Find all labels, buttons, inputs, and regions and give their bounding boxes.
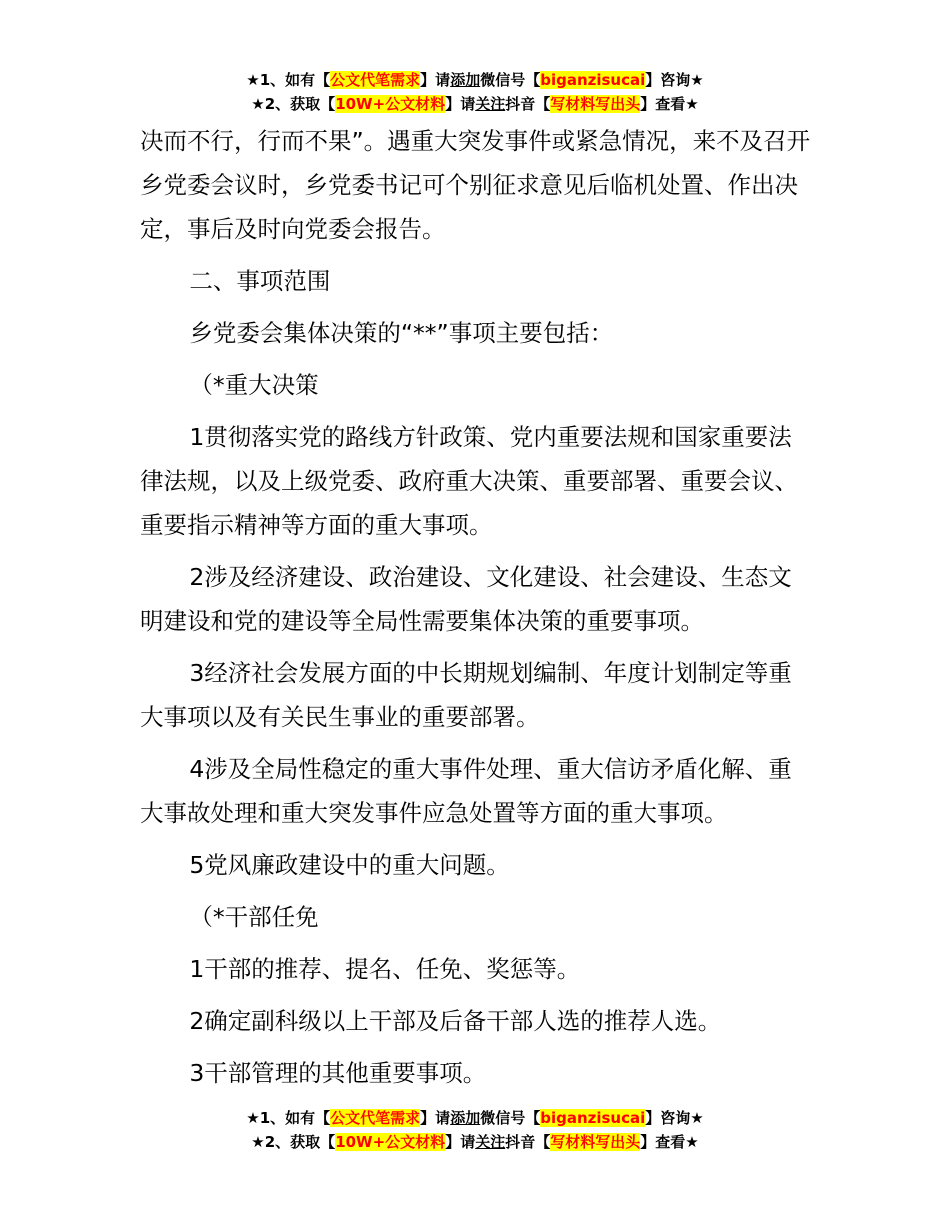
banner-line-1: ★1、如有【公文代笔需求】请添加微信号【biganzisucai】咨询★ <box>246 1109 704 1127</box>
banner-line-2: ★2、获取【10W+公文材料】请关注抖音【写材料写出头】查看★ <box>251 1133 699 1151</box>
list-item: 2确定副科级以上干部及后备干部人选的推荐人选。 <box>189 1007 722 1035</box>
list-item: 3经济社会发展方面的中长期规划编制、年度计划制定等重大事项以及有关民生事业的重要部署。 <box>140 659 792 731</box>
list-item: 3干部管理的其他重要事项。 <box>189 1059 487 1087</box>
list-item: 1干部的推荐、提名、任免、奖惩等。 <box>189 955 581 983</box>
highlight-douyin: 写材料写出头 <box>550 1133 641 1151</box>
highlight-wechat-id: biganzisucai <box>540 71 646 89</box>
subsection-heading: （*干部任免 <box>189 903 319 931</box>
list-item: 5党风廉政建设中的重大问题。 <box>189 851 510 879</box>
footer-banner <box>0 1106 950 1154</box>
document-body <box>140 119 812 1103</box>
highlight-wechat-id: biganzisucai <box>540 1109 646 1127</box>
paragraph: 乡党委会集体决策的“**”事项主要包括： <box>189 319 614 347</box>
highlight-douyin: 写材料写出头 <box>550 95 641 113</box>
section-heading: 二、事项范围 <box>189 267 331 295</box>
highlight-service: 公文代笔需求 <box>330 1109 421 1127</box>
list-item: 4涉及全局性稳定的重大事件处理、重大信访矛盾化解、重大事故处理和重大突发事件应急处置等方面的重大事项。 <box>140 755 792 827</box>
highlight-materials: 10W+公文材料 <box>335 1133 446 1151</box>
banner-line-2: ★2、获取【10W+公文材料】请关注抖音【写材料写出头】查看★ <box>251 95 699 113</box>
header-banner <box>0 68 950 116</box>
highlight-service: 公文代笔需求 <box>330 71 421 89</box>
subsection-heading: （*重大决策 <box>189 371 319 399</box>
list-item: 1贯彻落实党的路线方针政策、党内重要法规和国家重要法律法规，以及上级党委、政府重大决策、重要部署、重要会议、重要指示精神等方面的重大事项。 <box>140 423 798 539</box>
banner-line-1: ★1、如有【公文代笔需求】请添加微信号【biganzisucai】咨询★ <box>246 71 704 89</box>
highlight-materials: 10W+公文材料 <box>335 95 446 113</box>
paragraph-continuation: 决而不行，行而不果”。遇重大突发事件或紧急情况，来不及召开乡党委会议时，乡党委书记可个别征求意见后临机处置、作出决定，事后及时向党委会报告。 <box>140 127 811 243</box>
list-item: 2涉及经济建设、政治建设、文化建设、社会建设、生态文明建设和党的建设等全局性需要集体决策的重要事项。 <box>140 563 792 635</box>
